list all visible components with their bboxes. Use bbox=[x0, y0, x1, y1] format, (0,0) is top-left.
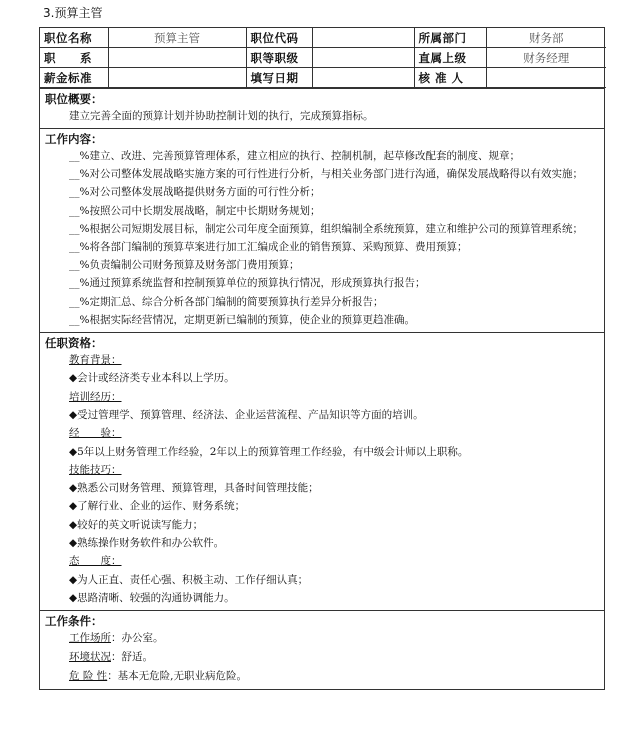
job-family-value bbox=[108, 48, 246, 68]
approver-value bbox=[486, 68, 606, 88]
qualification-item: ◆为人正直、责任心强、积极主动、工作仔细认真； bbox=[69, 573, 309, 586]
training-heading: 培训经历： bbox=[69, 390, 122, 403]
salary-label: 薪金标准 bbox=[40, 68, 108, 88]
supervisor-label: 直属上级 bbox=[414, 48, 486, 68]
duty-item: __%将各部门编制的预算草案进行加工汇编成企业的销售预算、采购预算、费用预算； bbox=[69, 241, 468, 254]
fill-date-label: 填写日期 bbox=[246, 68, 312, 88]
supervisor-value: 财务经理 bbox=[486, 48, 606, 68]
summary-title: 职位概要： bbox=[45, 92, 103, 106]
condition-key: 危 险 性 bbox=[69, 670, 108, 683]
condition-value: ：基本无危险,无职业病危险。 bbox=[107, 670, 248, 683]
conditions-title: 工作条件： bbox=[45, 614, 103, 629]
condition-key: 环境状况 bbox=[69, 651, 111, 664]
duty-item: __%建立、改进、完善预算管理体系，建立相应的执行、控制机制，起草修改配套的制度、规章； bbox=[69, 150, 520, 162]
education-heading: 教育背景： bbox=[69, 354, 122, 367]
qualification-item: ◆较好的英文听说读写能力； bbox=[69, 518, 204, 531]
summary-section bbox=[40, 88, 604, 128]
duty-item: __%根据公司短期发展目标，制定公司年度全面预算，组织编制全系统预算，建立和维护公司的预算管理系统； bbox=[69, 222, 583, 235]
attitude-heading: 态 度： bbox=[69, 555, 122, 568]
condition-value: ：办公室。 bbox=[111, 632, 164, 645]
duty-item: __%对公司整体发展战略实施方案的可行性进行分析，与相关业务部门进行沟通，确保发展战略得以有效实施； bbox=[69, 168, 583, 181]
duty-item: __%定期汇总、综合分析各部门编制的简要预算执行差异分析报告； bbox=[69, 295, 384, 308]
position-info-table bbox=[40, 28, 606, 88]
position-code-value bbox=[312, 28, 414, 48]
qualifications-section bbox=[40, 332, 604, 610]
duty-item: __%对公司整体发展战略提供财务方面的可行性分析； bbox=[69, 186, 321, 199]
condition-value: ：舒适。 bbox=[111, 651, 153, 664]
duties-title: 工作内容： bbox=[45, 132, 103, 146]
qualification-item: ◆会计或经济类专业本科以上学历。 bbox=[69, 372, 235, 385]
position-name-label: 职位名称 bbox=[40, 28, 108, 48]
qualification-item: ◆思路清晰、较强的沟通协调能力。 bbox=[69, 591, 235, 604]
grade-level-value bbox=[312, 48, 414, 68]
condition-item bbox=[45, 629, 600, 648]
info-row bbox=[40, 48, 606, 68]
duty-item: __%按照公司中长期发展战略，制定中长期财务规划； bbox=[69, 204, 321, 217]
department-label: 所属部门 bbox=[414, 28, 486, 48]
duty-item: __%负责编制公司财务预算及财务部门费用预算； bbox=[69, 259, 300, 272]
info-row bbox=[40, 68, 606, 88]
condition-item bbox=[45, 667, 600, 686]
experience-heading: 经 验： bbox=[69, 427, 122, 440]
conditions-section bbox=[40, 610, 604, 689]
page-title: 3.预算主管 bbox=[43, 6, 103, 20]
position-name-value: 预算主管 bbox=[108, 28, 246, 48]
approver-label: 核 准 人 bbox=[414, 68, 486, 88]
qualification-item: ◆5年以上财务管理工作经验，2年以上的预算管理工作经验，有中级会计师以上职称。 bbox=[69, 445, 469, 458]
qualification-item: ◆受过管理学、预算管理、经济法、企业运营流程、产品知识等方面的培训。 bbox=[69, 408, 424, 421]
grade-level-label: 职等职级 bbox=[246, 48, 312, 68]
salary-value bbox=[108, 68, 246, 88]
qualification-item: ◆熟悉公司财务管理、预算管理，具备时间管理技能； bbox=[69, 482, 319, 495]
info-row bbox=[40, 28, 606, 48]
qualification-item: ◆熟练操作财务软件和办公软件。 bbox=[69, 537, 225, 549]
qualification-item: ◆了解行业、企业的运作、财务系统； bbox=[69, 500, 246, 513]
duty-item: __%根据实际经营情况，定期更新已编制的预算，使企业的预算更趋准确。 bbox=[69, 313, 415, 326]
job-description-sheet bbox=[39, 27, 605, 690]
department-value: 财务部 bbox=[486, 28, 606, 48]
job-family-label: 职 系 bbox=[40, 48, 108, 68]
duties-section bbox=[40, 128, 604, 332]
qualifications-title: 任职资格： bbox=[45, 336, 103, 351]
fill-date-value bbox=[312, 68, 414, 88]
position-code-label: 职位代码 bbox=[246, 28, 312, 48]
duty-item: __%通过预算系统监督和控制预算单位的预算执行情况，形成预算执行报告； bbox=[69, 277, 426, 290]
condition-item bbox=[45, 648, 600, 667]
condition-key: 工作场所 bbox=[69, 632, 111, 645]
summary-text: 建立完善全面的预算计划并协助控制计划的执行，完成预算指标。 bbox=[69, 110, 374, 122]
skills-heading: 技能技巧： bbox=[69, 463, 122, 476]
